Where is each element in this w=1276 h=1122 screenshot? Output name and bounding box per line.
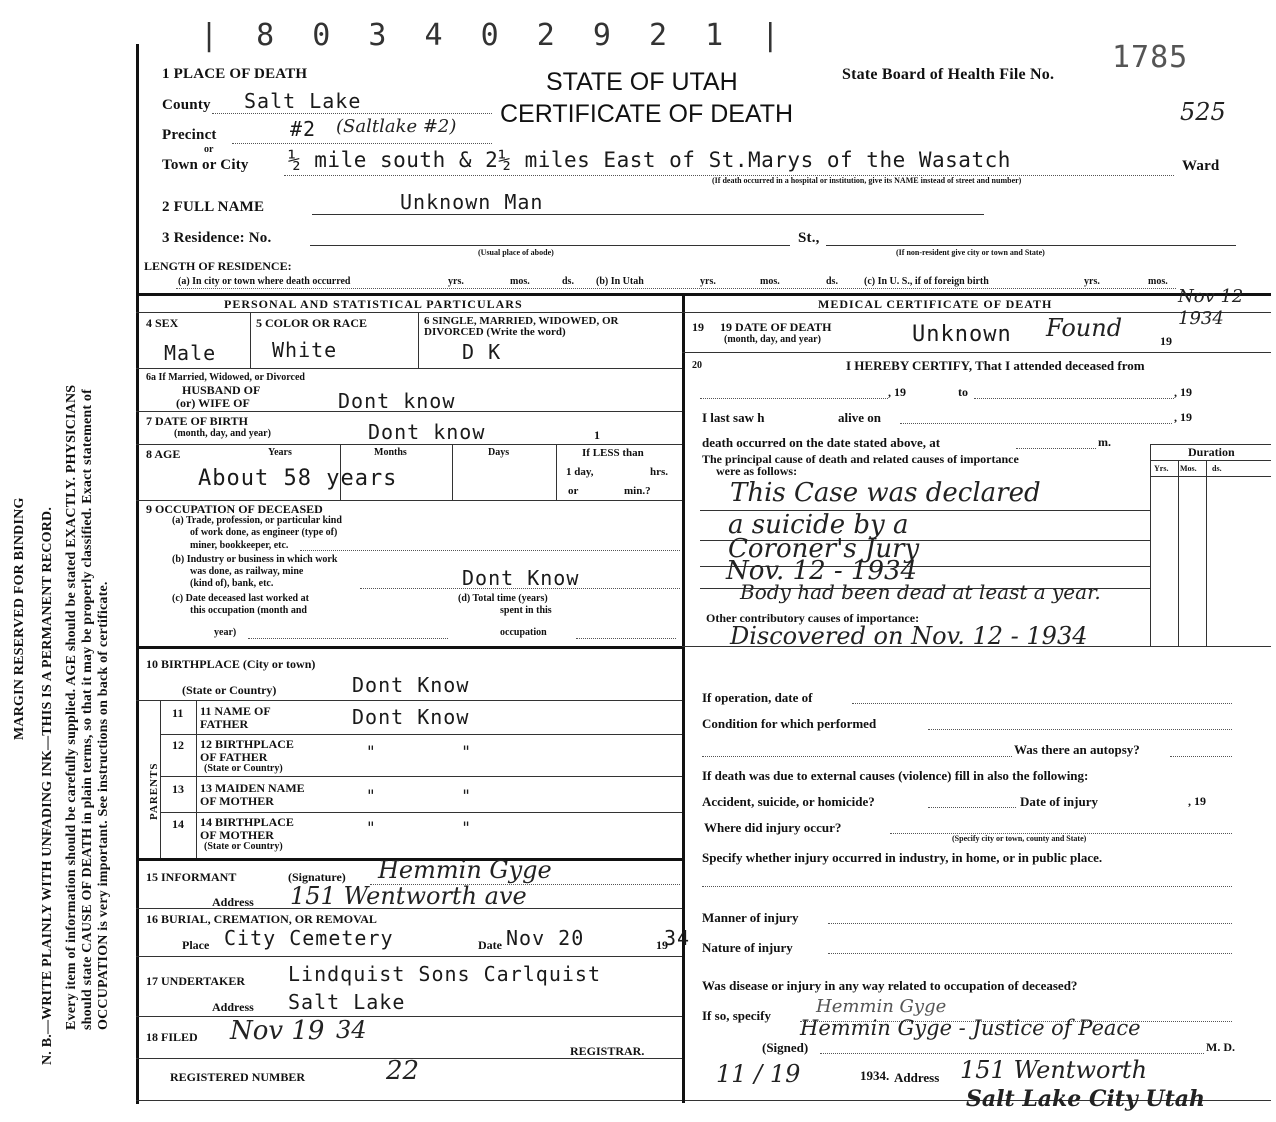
cause-label-2: were as follows: [716,464,798,478]
margin-instr1: Every item of information should be carefully supplied. AGE should be stated EXACTLY. PHYSICIANS [64,384,79,1030]
operation-label: If operation, date of [702,690,813,705]
burial-place-label: Place [182,938,210,952]
certificate-title: CERTIFICATE OF DEATH [500,100,794,128]
duration-yrs: Yrs. [1154,464,1169,473]
dob-value: Dont know [368,420,486,444]
father-bp-label-2: OF FATHER [200,750,268,764]
residence-label: 3 Residence: No. [162,230,272,246]
age-years-label: Years [268,447,292,458]
where-injury-label: Where did injury occur? [704,820,842,835]
burial-year-prefix: 19 [656,938,668,952]
occ-a-1: (a) Trade, profession, or particular kind [172,515,342,526]
mother-label-1: 13 MAIDEN NAME [200,781,305,795]
birthplace-value: Dont Know [352,673,470,697]
length-c-yrs: yrs. [1084,276,1100,287]
signed-handwritten: Hemmin Gyge - Justice of Peace [800,1016,1141,1040]
dob-label-1: 7 DATE OF BIRTH [146,414,248,428]
occupation-label: 9 OCCUPATION OF DECEASED [146,502,323,516]
duration-ds: ds. [1212,464,1222,473]
county-value: Salt Lake [244,89,362,113]
informant-signature: Hemmin Gyge [378,856,552,884]
length-c-mos: mos. [1148,276,1168,287]
autopsy-label: Was there an autopsy? [1014,742,1140,757]
date-of-injury-label: Date of injury [1020,794,1098,809]
serial-number: | 8 0 3 4 0 2 9 2 1 | [200,18,790,53]
mother-bp-label-1: 14 BIRTHPLACE [200,815,294,829]
occ-c-3: year) [214,627,237,638]
marital-label: 6 SINGLE, MARRIED, WIDOWED, OR DIVORCED (Write the word) [424,315,619,338]
file-no-label: State Board of Health File No. [842,66,1055,83]
birthplace-label-2: (State or Country) [182,683,277,697]
occupation-value: Dont Know [462,566,580,590]
mother-label-2: OF MOTHER [200,794,274,808]
md-label: M. D. [1206,1040,1235,1054]
undertaker-value: Lindquist Sons Carlquist [288,962,601,986]
dod-value: Unknown [912,322,1012,347]
informant-address-label: Address [212,895,254,909]
birthplace-label-1: 10 BIRTHPLACE (City or town) [146,657,316,671]
residence-st-label: St., [798,230,820,246]
burial-year: 34 [664,926,691,950]
dod-label-1: 19 DATE OF DEATH [720,320,832,334]
burial-place: City Cemetery [224,926,394,950]
father-bp-label-1: 12 BIRTHPLACE [200,737,294,751]
condition-label: Condition for which performed [702,716,877,731]
town-label: Town or City [162,157,249,173]
father-label-2: FATHER [200,717,249,731]
registered-address: 151 Wentworth [960,1056,1148,1084]
length-label: LENGTH OF RESIDENCE: [144,259,292,273]
discovered-value: Discovered on Nov. 12 - 1934 [730,622,1088,650]
county-label: County [162,97,211,113]
last-saw-label: I last saw h [702,410,765,425]
spouse-value: Dont know [338,389,456,413]
attended-year-1: , 19 [888,385,906,399]
margin-date-handwritten: Nov 12 1934 [1178,286,1244,329]
nature-label: Nature of injury [702,940,793,955]
registered-date: 11 / 19 [716,1060,801,1088]
registered-address-label: Address [894,1070,940,1085]
occ-c-2: this occupation (month and [190,605,307,616]
signature-label: (Signature) [288,870,346,884]
attended-year-2: , 19 [1174,385,1192,399]
undertaker-address: Salt Lake [288,990,406,1014]
length-a-yrs: yrs. [448,276,464,287]
precinct-handwritten: (Saltlake #2) [336,116,457,137]
registered-number-label: REGISTERED NUMBER [170,1070,306,1084]
length-a-ds: ds. [562,276,574,287]
occ-a-2: of work done, as engineer (type of) [190,527,338,538]
where-note: (Specify city or town, county and State) [952,834,1087,843]
manner-label: Manner of injury [702,910,799,925]
file-no-value: 1785 [1112,40,1189,75]
length-c: (c) In U. S., if of foreign birth [864,276,989,287]
ward-label: Ward [1182,158,1220,174]
marital-value: D K [462,340,502,364]
color-label: 5 COLOR OR RACE [256,316,368,330]
spouse-label-1: 6a If Married, Widowed, or Divorced [146,372,305,383]
precinct-value: #2 [290,117,317,141]
mother-value: " " [366,786,509,805]
mother-num: 13 [172,782,184,796]
occ-d-3: occupation [500,627,547,638]
length-b-mos: mos. [760,276,780,287]
cause-label-1: The principal cause of death and related causes of importance [702,452,1019,466]
burial-date-label: Date [478,938,502,952]
state-title: STATE OF UTAH [546,68,738,96]
father-value: Dont Know [352,705,470,729]
spouse-label-3: (or) WIFE OF [176,396,250,410]
external-causes-label: If death was due to external causes (violence) fill in also the following: [702,768,1089,783]
dod-year-prefix: 19 [1160,334,1172,348]
occ-d-2: spent in this [500,605,552,616]
or-label-age: or [568,485,579,497]
length-a-mos: mos. [510,276,530,287]
undertaker-address-label: Address [212,1000,254,1014]
occurred-label: death occurred on the date stated above, at [702,435,941,450]
injury-year: , 19 [1188,794,1206,808]
filed-label: 18 FILED [146,1030,198,1044]
cause-line-1: This Case was declared [730,478,1041,508]
alive-on-label: alive on [838,410,881,425]
or-label: or [204,144,214,155]
min-label: min.? [624,485,651,497]
length-b: (b) In Utah [596,276,644,287]
to-label: to [958,385,968,399]
medical-header: MEDICAL CERTIFICATE OF DEATH [818,297,1053,311]
parents-label: PARENTS [148,762,160,820]
sex-label: 4 SEX [146,316,179,330]
cause-line-4: Nov. 12 - 1934 [726,556,918,586]
filed-year: 34 [336,1016,367,1044]
m-label: m. [1098,435,1111,449]
occ-d-1: (d) Total time (years) [458,593,548,604]
father-num: 11 [172,706,184,720]
signed-label: (Signed) [762,1040,809,1055]
mother-bp-label-2: OF MOTHER [200,828,274,842]
sex-value: Male [164,341,217,365]
filed-date: Nov 19 [230,1016,325,1046]
margin-instr3: OCCUPATION is very important. See instructions on back of certificate. [96,581,111,1030]
dod-label-2: (month, day, and year) [724,334,821,345]
personal-header: PERSONAL AND STATISTICAL PARTICULARS [224,297,523,311]
specify-label: Specify whether injury occurred in industry, in home, or in public place. [702,850,1103,865]
full-name-label: 2 FULL NAME [162,199,265,215]
disease-occupation-label: Was disease or injury in any way related to occupation of deceased? [702,978,1078,993]
one-day-label: 1 day, [566,466,594,478]
mother-bp-value: " " [366,818,509,837]
mother-bp-label-3: (State or Country) [204,841,283,852]
father-bp-label-3: (State or Country) [204,763,283,774]
town-value: ½ mile south & 2½ miles East of St.Marys of the Wasatch [288,148,1011,172]
father-bp-num: 12 [172,738,184,752]
informant-label: 15 INFORMANT [146,870,237,884]
cause-line-3: Coroner's Jury [728,534,920,564]
margin-instr2: should state CAUSE OF DEATH in plain terms, so that it may be properly classified. Exact statement of [80,389,95,1030]
spouse-label-2: HUSBAND OF [182,383,261,397]
length-b-yrs: yrs. [700,276,716,287]
cause-line-5: Body had been dead at least a year. [740,580,1101,604]
place-section-label: 1 PLACE OF DEATH [162,66,308,82]
certify-text: I HEREBY CERTIFY, That I attended deceased from [846,358,1145,373]
hrs-label: hrs. [650,466,669,478]
occ-b-2: was done, as railway, mine [190,566,304,577]
age-label: 8 AGE [146,447,181,461]
if-so-handwritten: Hemmin Gyge [816,996,947,1017]
accident-label: Accident, suicide, or homicide? [702,794,875,809]
occ-a-3: miner, bookkeeper, etc. [190,540,289,551]
dob-label-2: (month, day, and year) [174,428,271,439]
mother-bp-num: 14 [172,817,184,831]
alive-year: , 19 [1174,410,1192,424]
length-a: (a) In city or town where death occurred [178,276,351,287]
length-b-ds: ds. [826,276,838,287]
registered-city: Salt Lake City Utah [966,1086,1206,1112]
burial-label: 16 BURIAL, CREMATION, OR REMOVAL [146,912,377,926]
file-no-sub: 525 [1180,98,1226,126]
father-bp-value: " " [366,742,509,761]
if-so-label: If so, specify [702,1008,771,1023]
dob-mark: 1 [594,428,600,442]
full-name-value: Unknown Man [400,190,544,214]
hospital-note: (If death occurred in a hospital or institution, give its NAME instead of street and number) [712,176,1022,185]
margin-binding: MARGIN RESERVED FOR BINDING [12,497,27,740]
father-label-1: 11 NAME OF [200,704,271,718]
undertaker-label: 17 UNDERTAKER [146,974,246,988]
registrar-label: REGISTRAR. [570,1044,645,1058]
usual-abode-note: (Usual place of abode) [478,248,554,257]
registered-number: 22 [386,1056,420,1086]
nonresident-note: (If non-resident give city or town and State) [896,248,1045,257]
dod-num: 19 [692,320,704,334]
less-than-label: If LESS than [582,447,644,459]
cause-line-2: a suicide by a [728,510,909,540]
registered-year: 1934. [860,1068,890,1083]
occ-b-1: (b) Industry or business in which work [172,554,338,565]
margin-nb: N. B.—WRITE PLAINLY WITH UNFADING INK—THIS IS A PERMANENT RECORD. [40,506,55,1065]
age-days-label: Days [488,447,510,458]
precinct-label: Precinct [162,127,217,143]
num-20: 20 [692,360,702,371]
occ-c-1: (c) Date deceased last worked at [172,593,309,604]
duration-mos: Mos. [1180,464,1197,473]
informant-address: 151 Wentworth ave [290,882,527,910]
age-months-label: Months [374,447,407,458]
contributory-label: Other contributory causes of importance: [706,611,920,625]
color-value: White [272,338,338,362]
dod-handwritten: Found [1046,314,1123,342]
burial-date: Nov 20 [506,926,585,950]
occ-b-3: (kind of), bank, etc. [190,578,274,589]
age-value: About 58 years [198,466,398,491]
duration-label: Duration [1188,445,1235,459]
